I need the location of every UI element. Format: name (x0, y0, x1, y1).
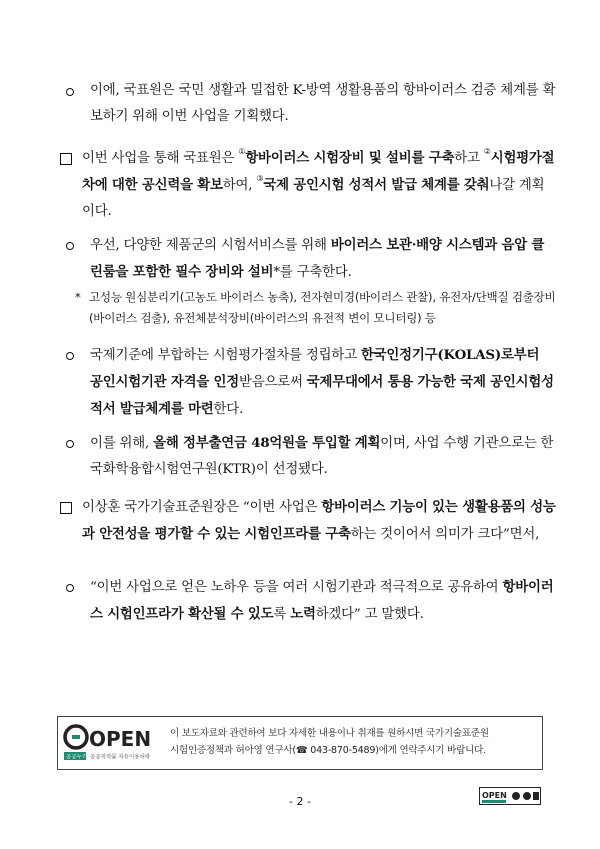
circle-bullet-icon (66, 88, 74, 96)
paragraph-1-text: 이에, 국표원은 국민 생활과 밀접한 K-방역 생활용품의 항바이러스 검증 체계를 확보하기 위해 이번 사업을 기획했다. (90, 83, 556, 124)
contact-line-2: 시험인증정책과 허아영 연구사(☎ 043-870-5489)에게 연락주시기 바랍니다. (170, 745, 486, 756)
paragraph-6 (60, 494, 556, 548)
paragraph-2-text: 이번 사업을 통해 국표원은 ①항바이러스 시험장비 및 설비를 구축하고 ②시험평가절차에 대한 공신력을 확보하여, ③국제 공인시험 성적서 발급 체계를 갖춰나갈 계획이다. (82, 147, 555, 219)
page-number: - 2 - (289, 795, 311, 808)
paragraph-4-text: 국제기준에 부합하는 시험평가절차를 정립하고 한국인정기구(KOLAS)로부터 공인시험기관 자격을 인정받음으로써 국제무대에서 통용 가능한 국제 공인시험성적서 발급체계를 마련한다. (90, 347, 554, 417)
footnote (75, 287, 556, 329)
logo-text: OPEN (89, 727, 152, 751)
circle-bullet-icon (66, 440, 74, 448)
open-license-logo (62, 721, 158, 763)
paragraph-3 (62, 232, 556, 286)
badge-text: OPEN (482, 791, 507, 800)
contact-text (170, 725, 540, 759)
paragraph-1 (62, 78, 556, 130)
paragraph-6-text: 이상훈 국가기술표준원장은 “이번 사업은 항바이러스 기능이 있는 생활용품의 성능과 안전성을 평가할 수 있는 시험인프라를 구축하는 것이어서 의미가 크다”면서, (82, 499, 556, 542)
circle-bullet-icon (66, 584, 74, 592)
circle-bullet-icon (66, 242, 74, 250)
open-license-badge (479, 787, 541, 805)
contact-line-1: 이 보도자료와 관련하여 보다 자세한 내용이나 취재를 원하시면 국가기술표준원 (170, 728, 489, 739)
circle-bullet-icon (66, 352, 74, 360)
logo-caption: 공공저작물 자유이용허락 (90, 754, 151, 761)
contact-footer-box (57, 716, 543, 770)
footnote-star: * (75, 290, 81, 304)
logo-sub: 공공누리 (66, 754, 88, 761)
square-bullet-icon (60, 153, 72, 165)
square-bullet-icon (60, 502, 72, 514)
paragraph-5 (62, 430, 556, 483)
paragraph-3-text: 우선, 다양한 제품군의 시험서비스를 위해 바이러스 보관·배양 시스템과 음압 클린룸을 포함한 필수 장비와 설비*를 구축한다. (90, 237, 545, 280)
paragraph-5-text: 이를 위해, 올해 정부출연금 48억원을 투입할 계획이며, 사업 수행 기관으로는 한국화학융합시험연구원(KTR)이 선정됐다. (90, 435, 554, 477)
paragraph-4 (62, 342, 556, 423)
paragraph-7-text: “이번 사업으로 얻은 노하우 등을 여러 시험기관과 적극적으로 공유하여 항바이러스 시험인프라가 확산될 수 있도록 노력하겠다” 고 말했다. (90, 579, 554, 622)
footnote-text: 고성능 원심분리기(고농도 바이러스 농축), 전자현미경(바이러스 관찰), 유전자/단백질 검출장비(바이러스 검출), 유전체분석장비(바이러스의 유전적 변이 모니터링) 등 (89, 290, 556, 325)
paragraph-7 (62, 574, 556, 628)
paragraph-2 (60, 145, 556, 225)
